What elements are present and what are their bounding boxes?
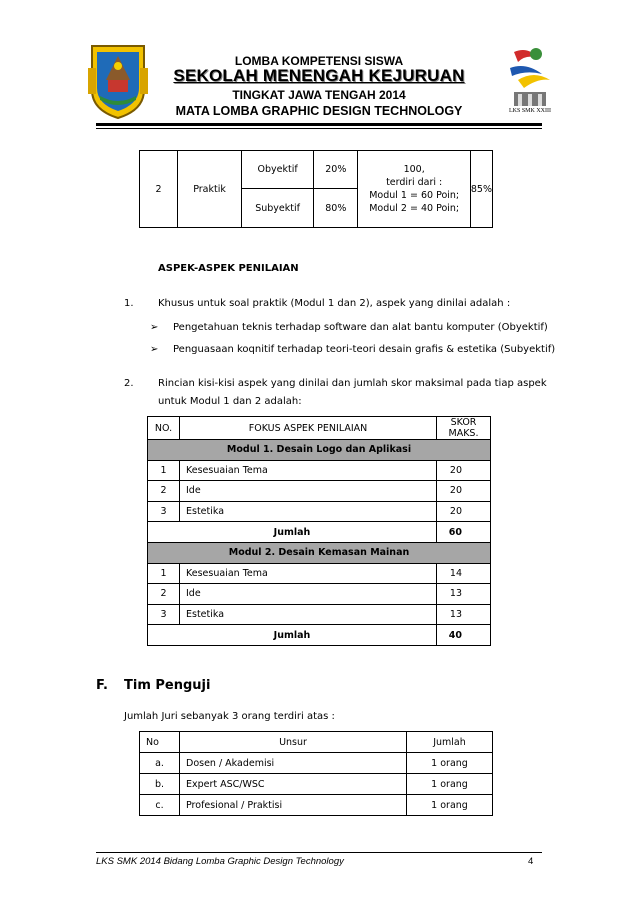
header-line-3: TINGKAT JAWA TENGAH 2014 [232,88,406,102]
juri-header-unsur: Unsur [180,732,407,753]
section-f-title: Tim Penguji [124,678,211,693]
footer-text: LKS SMK 2014 Bidang Lomba Graphic Design Technology [96,856,344,867]
score-weight-2: 80% [314,189,358,228]
points-line-2: terdiri dari : [386,177,443,188]
table-row-no: a. [140,753,180,774]
table-row-no: 1 [148,460,180,481]
score-category: Praktik [178,151,242,228]
points-line-1: 100, [403,164,425,175]
table-row-jumlah: 1 orang [407,795,493,816]
score-total: 85% [470,151,492,228]
juri-header-jumlah: Jumlah [407,732,493,753]
module-2-total-label: Jumlah [148,625,437,646]
module-1-title: Modul 1. Desain Logo dan Aplikasi [148,440,491,461]
table-row-unsur: Profesional / Praktisi [180,795,407,816]
juri-table [139,731,493,816]
item-1-text: Khusus untuk soal praktik (Modul 1 dan 2), aspek yang dinilai adalah : [158,298,511,309]
table-row-no: 3 [148,604,180,625]
kisi-header-skor: SKOR MAKS. [437,417,491,440]
header-line-1: LOMBA KOMPETENSI SISWA [234,54,404,68]
section-f-letter: F. [96,678,108,693]
header-rule [96,123,542,126]
table-row-no: 1 [148,563,180,584]
points-line-4: Modul 2 = 40 Poin; [369,203,460,214]
bullet-2-text: Penguasaan koqnitif terhadap teori-teori desain grafis & estetika (Subyektif) [173,344,556,355]
table-row-no: 2 [148,481,180,502]
table-row-score: 13 [437,604,491,625]
score-weight-table [139,150,493,228]
table-row-aspect: Estetika [180,501,437,522]
arrow-bullet-icon: ➢ [150,344,159,355]
kisi-header-fokus: FOKUS ASPEK PENILAIAN [180,417,437,440]
kisi-header-no: NO. [148,417,180,440]
page-number: 4 [528,856,534,867]
table-row-no: 2 [148,584,180,605]
item-2-line-2: untuk Modul 1 dan 2 adalah: [158,396,302,407]
score-points [358,151,470,228]
table-row-aspect: Ide [180,584,437,605]
header-line-4: MATA LOMBA GRAPHIC DESIGN TECHNOLOGY [175,104,463,118]
header-line-2: SEKOLAH MENENGAH KEJURUAN [173,66,465,85]
module-2-total: 40 [437,625,491,646]
table-row-score: 20 [437,481,491,502]
lks-logo-caption: LKS SMK XXIII [509,108,551,114]
module-1-total-label: Jumlah [148,522,437,543]
table-row-score: 20 [437,460,491,481]
module-1-total: 60 [437,522,491,543]
points-line-3: Modul 1 = 60 Poin; [369,190,460,201]
table-row-unsur: Expert ASC/WSC [180,774,407,795]
item-2-number: 2. [124,378,134,389]
juri-header-no: No [140,732,180,753]
score-no: 2 [140,151,178,228]
table-row-score: 13 [437,584,491,605]
score-aspect-1: Obyektif [242,151,314,189]
table-row-unsur: Dosen / Akademisi [180,753,407,774]
header-rule-thin [96,128,542,129]
table-row-aspect: Ide [180,481,437,502]
table-row-aspect: Estetika [180,604,437,625]
table-row-score: 20 [437,501,491,522]
kisi-kisi-table [147,416,491,646]
footer-rule [96,852,542,853]
bullet-1-text: Pengetahuan teknis terhadap software dan alat bantu komputer (Obyektif) [173,322,548,333]
item-2-line-1: Rincian kisi-kisi aspek yang dinilai dan jumlah skor maksimal pada tiap aspek [158,378,547,389]
table-row-aspect: Kesesuaian Tema [180,563,437,584]
table-row-score: 14 [437,563,491,584]
score-weight-1: 20% [314,151,358,189]
aspek-title: ASPEK-ASPEK PENILAIAN [158,263,299,274]
arrow-bullet-icon: ➢ [150,322,159,333]
table-row-no: c. [140,795,180,816]
item-1-number: 1. [124,298,134,309]
table-row-no: b. [140,774,180,795]
table-row-no: 3 [148,501,180,522]
table-row-jumlah: 1 orang [407,753,493,774]
score-aspect-2: Subyektif [242,189,314,228]
table-row-jumlah: 1 orang [407,774,493,795]
table-row-aspect: Kesesuaian Tema [180,460,437,481]
section-f-intro: Jumlah Juri sebanyak 3 orang terdiri atas : [124,711,335,722]
module-2-title: Modul 2. Desain Kemasan Mainan [148,542,491,563]
